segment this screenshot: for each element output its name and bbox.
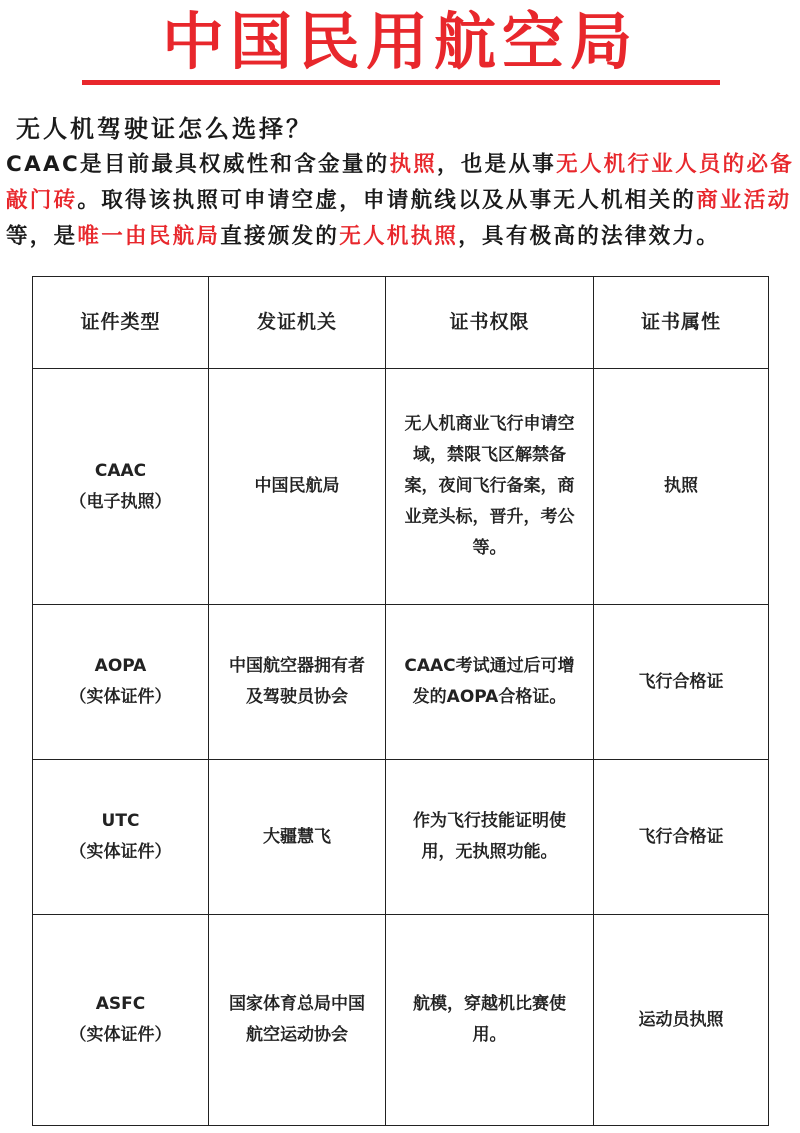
type-name: AOPA xyxy=(94,656,147,676)
header-issuer: 发证机关 xyxy=(209,277,386,369)
cell-type xyxy=(33,915,209,1126)
cell-attribute: 执照 xyxy=(594,369,769,605)
cell-type xyxy=(33,760,209,915)
header-authority: 证书权限 xyxy=(386,277,594,369)
intro-highlight-4: 唯一由民航局 xyxy=(77,224,221,249)
cell-attribute: 飞行合格证 xyxy=(594,760,769,915)
header-attribute: 证书属性 xyxy=(594,277,769,369)
intro-text-4: 等，是 xyxy=(6,224,78,249)
table-header-row xyxy=(33,277,769,369)
intro-highlight-1: 执照 xyxy=(389,152,438,177)
cell-attribute: 运动员执照 xyxy=(594,915,769,1126)
cell-type xyxy=(33,369,209,605)
header-type: 证件类型 xyxy=(33,277,209,369)
title-underline xyxy=(82,80,720,85)
cell-authority: 航模，穿越机比赛使用。 xyxy=(386,915,594,1126)
cell-authority: 作为飞行技能证明使用，无执照功能。 xyxy=(386,760,594,915)
cell-issuer: 中国航空器拥有者及驾驶员协会 xyxy=(209,605,386,760)
table-row xyxy=(33,915,769,1126)
type-name: ASFC xyxy=(95,994,146,1014)
cell-issuer: 国家体育总局中国航空运动协会 xyxy=(209,915,386,1126)
type-form: （实体证件） xyxy=(69,1025,172,1045)
intro-paragraph xyxy=(6,147,796,255)
type-name: CAAC xyxy=(94,460,147,481)
section-subtitle: 无人机驾驶证怎么选择？ xyxy=(16,115,313,143)
type-form: （电子执照） xyxy=(69,491,172,512)
table-row xyxy=(33,760,769,915)
cell-issuer: 大疆慧飞 xyxy=(209,760,386,915)
intro-text-6: ，具有极高的法律效力。 xyxy=(458,224,721,249)
intro-highlight-5: 无人机执照 xyxy=(339,224,459,249)
intro-text-5: 直接颁发的 xyxy=(220,224,340,249)
license-comparison-table xyxy=(32,276,769,1126)
table-row xyxy=(33,605,769,760)
cell-authority: CAAC考试通过后可增发的AOPA合格证。 xyxy=(386,605,594,760)
type-name: UTC xyxy=(101,811,140,831)
cell-authority: 无人机商业飞行申请空域，禁限飞区解禁备案，夜间飞行备案，商业竞头标，晋升，考公等。 xyxy=(386,369,594,605)
intro-text-3: 。取得该执照可申请空虚，申请航线以及从事无人机相关的 xyxy=(77,188,697,213)
table-row xyxy=(33,369,769,605)
intro-text-2: ，也是从事 xyxy=(437,152,557,177)
type-form: （实体证件） xyxy=(69,842,172,862)
cell-issuer: 中国民航局 xyxy=(209,369,386,605)
header xyxy=(0,0,800,90)
cell-attribute: 飞行合格证 xyxy=(594,605,769,760)
intro-text-1: CAAC是目前最具权威性和含金量的 xyxy=(6,152,390,177)
intro-highlight-3: 商业活动 xyxy=(696,188,792,213)
intro-highlight-2: 无人机行业人员的必备敲门砖 xyxy=(6,152,795,213)
type-form: （实体证件） xyxy=(69,687,172,707)
cell-type xyxy=(33,605,209,760)
page-title: 中国民用航空局 xyxy=(161,5,638,78)
